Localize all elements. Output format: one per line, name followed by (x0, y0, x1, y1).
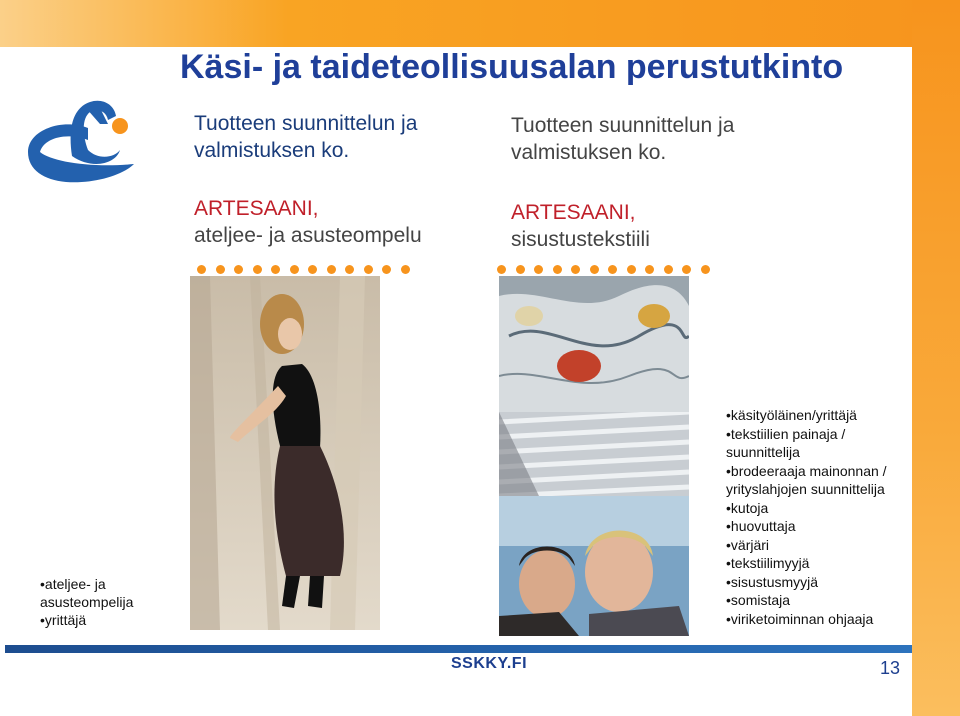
list-item: •brodeeraaja mainonnan / (726, 462, 887, 479)
right-dot-divider (497, 261, 719, 271)
right-program-sub: sisustustekstiili (511, 228, 650, 251)
list-item: •ateljee- ja (40, 576, 106, 592)
list-item: suunnittelija (726, 444, 800, 460)
slide-title: Käsi- ja taideteollisuusalan perustutkinto (180, 48, 844, 86)
textile-photo (499, 276, 689, 412)
left-heading-line1: Tuotteen suunnittelun ja (194, 112, 418, 135)
left-career-list (40, 575, 133, 629)
list-item: •somistaja (726, 592, 791, 608)
right-program-name: ARTESAANI, (511, 201, 636, 224)
list-item: •sisustusmyyjä (726, 573, 819, 590)
list-item: •huovuttaja (726, 518, 796, 534)
right-orange-band (912, 0, 960, 716)
right-heading-line2: valmistuksen ko. (511, 141, 667, 164)
right-career-list (726, 406, 887, 628)
left-dot-divider (197, 261, 419, 271)
list-item: •värjäri (726, 536, 770, 553)
list-item: yrityslahjojen suunnittelija (726, 481, 885, 497)
list-item: •yrittäjä (40, 612, 87, 628)
list-item: •tekstiilien painaja / (726, 425, 846, 442)
list-item: •kutoja (726, 499, 769, 516)
list-item: •viriketoiminnan ohjaaja (726, 610, 874, 627)
page-number: 13 (880, 658, 901, 678)
list-item: •käsityöläinen/yrittäjä (726, 407, 857, 423)
left-heading-line2: valmistuksen ko. (194, 139, 350, 162)
footer-brand: SSKKY.FI (451, 655, 528, 672)
list-item: asusteompelija (40, 594, 134, 610)
left-program-name: ARTESAANI, (194, 197, 319, 220)
bottom-blue-bar (5, 645, 912, 653)
top-orange-band (0, 0, 960, 47)
swan-logo-icon (22, 90, 140, 190)
list-item: •tekstiilimyyjä (726, 555, 810, 571)
knit-fabric-photo (499, 412, 689, 496)
left-program-sub: ateljee- ja asusteompelu (194, 224, 422, 247)
right-heading-line1: Tuotteen suunnittelun ja (511, 114, 735, 137)
fashion-photo (190, 276, 380, 630)
students-photo (499, 496, 689, 636)
